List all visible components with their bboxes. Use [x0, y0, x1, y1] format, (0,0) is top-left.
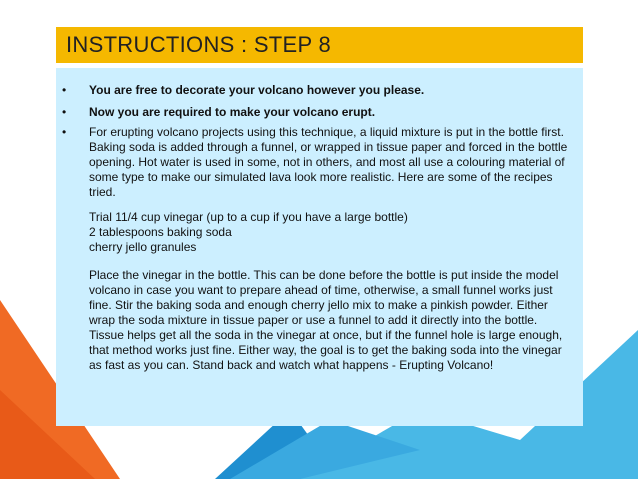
- slide-title: INSTRUCTIONS : STEP 8: [66, 32, 332, 57]
- content-box: [56, 68, 583, 426]
- recipe-line: cherry jello granules: [89, 240, 197, 254]
- bullet-dot: •: [62, 83, 67, 97]
- bullet-text: Now you are required to make your volcano erupt.: [89, 105, 376, 119]
- bullet-dot: •: [62, 105, 67, 119]
- title-bar: [56, 27, 583, 63]
- bullet-dot: •: [62, 125, 67, 139]
- bullet-text: For erupting volcano projects using this technique, a liquid mixture is put in the bottle first. Baking soda is added through a funnel, or wrapped in tissue paper and forced in the bottle opening. Hot water is used in some, not in others, and most all use a colouring material of some type to make our simulated lava look more realistic. Here are some of the recipes tried.: [89, 125, 568, 199]
- recipe-block: [89, 210, 573, 255]
- bullet-text: You are free to decorate your volcano however you please.: [89, 83, 425, 97]
- recipe-line: 2 tablespoons baking soda: [89, 225, 232, 239]
- recipe-line: Trial 11/4 cup vinegar (up to a cup if you have a large bottle): [89, 210, 408, 224]
- instructions-paragraph: Place the vinegar in the bottle. This can be done before the bottle is put inside the model volcano in case you want to prepare ahead of time, otherwise, a small funnel works just fine. Stir the baking soda and enough cherry jello mix to make a pinkish powder. Either wrap the soda mixture in tissue paper or use a funnel to add it directly into the bottle. Tissue helps get all the soda in the vinegar at once, but if the funnel hole is large enough, that method works just fine. Either way, the goal is to get the baking soda into the vinegar as fast as you can. Stand back and watch what happens - Erupting Volcano!: [89, 268, 563, 372]
